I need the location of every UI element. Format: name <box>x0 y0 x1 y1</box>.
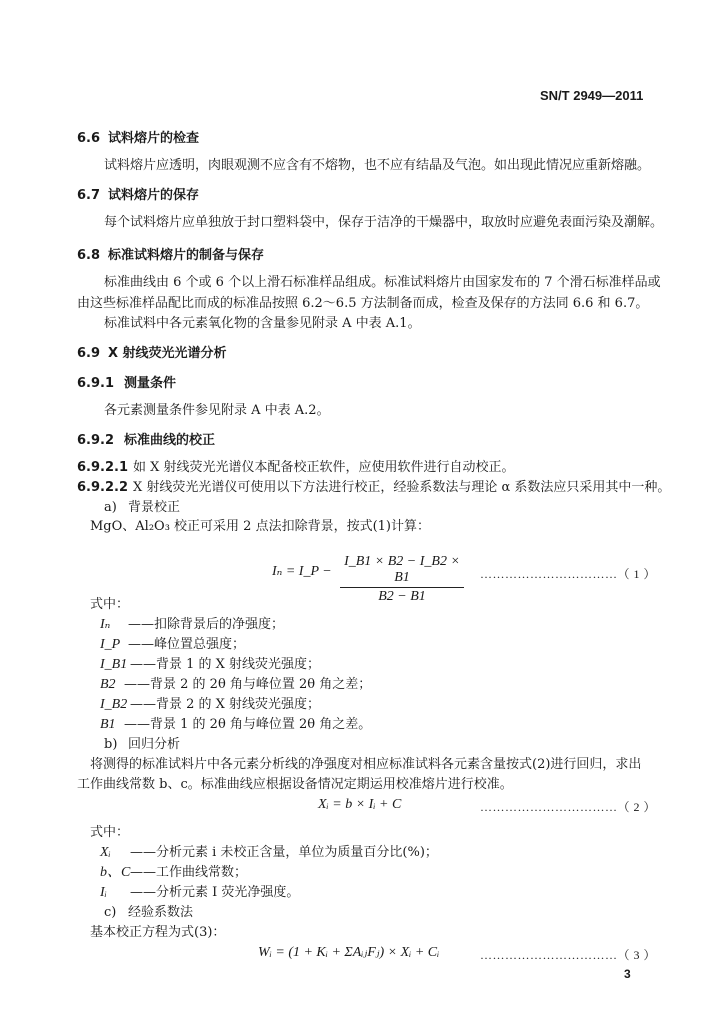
item-a-def-5-text: ——背景 2 的 X 射线荧光强度； <box>130 697 321 712</box>
item-a-def-1-text: ——扣除背景后的净强度； <box>128 617 285 632</box>
item-a-def-5-symbol: I_B2 <box>100 697 128 712</box>
item-b-def-3-symbol: Iᵢ <box>100 885 107 900</box>
section-6-7-title: 试料熔片的保存 <box>108 188 200 203</box>
section-6-9-2-1-text: 如 X 射线荧光光谱仪本配备校正软件，应使用软件进行自动校正。 <box>133 460 515 475</box>
item-b-def-2-symbol: b、C <box>100 865 131 880</box>
item-a-def-4-symbol: B2 <box>100 677 116 692</box>
item-b-def-3-text: ——分析元素 I 荧光净强度。 <box>130 885 300 900</box>
item-b-def-1-symbol: Xᵢ <box>100 845 111 860</box>
section-6-8-paragraph-line-1: 标准曲线由 6 个或 6 个以上滑石标准样品组成。标准试料熔片由国家发布的 7 个滑石标准样品或 <box>104 275 661 290</box>
item-a-def-1-symbol: Iₙ <box>100 617 111 632</box>
section-6-9-2-2-text: X 射线荧光光谱仪可使用以下方法进行校正，经验系数法与理论 α 系数法应只采用其中一种。 <box>133 480 671 495</box>
equation-1-fraction <box>340 554 464 605</box>
item-a-def-3-symbol: I_B1 <box>100 657 128 672</box>
equation-1-lhs: Iₙ = I_P − <box>272 564 332 579</box>
equation-3-number: ……………………………（ 3 ） <box>480 948 657 962</box>
section-6-9-2-2-number: 6.9.2.2 <box>77 480 128 495</box>
equation-1-denominator: B2 − B1 <box>378 589 426 604</box>
item-b-paragraph-line-1: 将测得的标准试料片中各元素分析线的净强度对相应标准试料各元素含量按式(2)进行回归，求出 <box>90 757 642 772</box>
page-number: 3 <box>624 967 631 981</box>
section-6-9-1-paragraph: 各元素测量条件参见附录 A 中表 A.2。 <box>104 403 330 418</box>
section-6-6-number: 6.6 <box>77 131 101 146</box>
section-6-9-2-1-number: 6.9.2.1 <box>77 460 128 475</box>
equation-2: Xᵢ = b × Iᵢ + C <box>318 797 402 812</box>
item-a-label: a) <box>104 500 117 515</box>
equation-2-number: ……………………………（ 2 ） <box>480 800 657 814</box>
item-a-def-2-text: ——峰位置总强度； <box>128 637 246 652</box>
section-6-9-2-number: 6.9.2 <box>77 433 115 448</box>
section-6-9-1-title: 测量条件 <box>124 376 177 391</box>
section-6-9-title: X 射线荧光光谱分析 <box>108 346 227 361</box>
item-a-def-2-symbol: I_P <box>100 637 121 652</box>
section-6-8-title: 标准试料熔片的制备与保存 <box>108 248 265 263</box>
item-b-def-2-text: ——工作曲线常数； <box>130 865 248 880</box>
item-a-def-4-text: ——背景 2 的 2θ 角与峰位置 2θ 角之差； <box>124 677 372 692</box>
section-6-8-paragraph-2: 标准试料中各元素氧化物的含量参见附录 A 中表 A.1。 <box>104 316 421 331</box>
section-6-6-paragraph: 试料熔片应透明，肉眼观测不应含有不熔物，也不应有结晶及气泡。如出现此情况应重新熔融。 <box>104 158 651 173</box>
item-c-intro: 基本校正方程为式(3)： <box>90 925 226 940</box>
section-6-7-paragraph: 每个试料熔片应单独放于封口塑料袋中，保存于洁净的干燥器中，取放时应避免表面污染及潮解。 <box>104 215 664 230</box>
item-b-label: b) <box>104 737 118 752</box>
item-a-def-6-text: ——背景 1 的 2θ 角与峰位置 2θ 角之差。 <box>124 717 372 732</box>
item-c-title: 经验系数法 <box>128 905 194 920</box>
section-6-8-paragraph-line-2: 由这些标准样品配比而成的标准品按照 6.2～6.5 方法制备而成，检查及保存的方法同 6.6 和 6.7。 <box>77 296 649 311</box>
equation-1-number: ……………………………（ 1 ） <box>480 567 657 581</box>
item-c-label: c) <box>104 905 117 920</box>
item-a-def-6-symbol: B1 <box>100 717 116 732</box>
item-a-where: 式中： <box>90 597 130 612</box>
section-6-6-title: 试料熔片的检查 <box>108 131 200 146</box>
item-a-intro: MgO、Al₂O₃ 校正可采用 2 点法扣除背景，按式(1)计算： <box>90 519 430 534</box>
section-6-9-number: 6.9 <box>77 346 101 361</box>
item-a-def-3-text: ——背景 1 的 X 射线荧光强度； <box>130 657 321 672</box>
item-b-where: 式中： <box>90 825 130 840</box>
section-6-9-2-title: 标准曲线的校正 <box>124 433 216 448</box>
section-6-8-number: 6.8 <box>77 248 101 263</box>
equation-3: Wᵢ = (1 + Kᵢ + ΣAᵢⱼFⱼ) × Xᵢ + Cᵢ <box>258 945 440 960</box>
item-b-def-1-text: ——分析元素 i 未校正含量，单位为质量百分比(%)； <box>130 845 438 860</box>
item-b-paragraph-line-2: 工作曲线常数 b、c。标准曲线应根据设备情况定期运用校准熔片进行校准。 <box>77 777 513 792</box>
section-6-7-number: 6.7 <box>77 188 101 203</box>
item-b-title: 回归分析 <box>128 737 181 752</box>
section-6-9-1-number: 6.9.1 <box>77 376 115 391</box>
standard-number: SN/T 2949—2011 <box>540 88 644 103</box>
equation-1-numerator: I_B1 × B2 − I_B2 × B1 <box>340 554 464 588</box>
item-a-title: 背景校正 <box>128 500 181 515</box>
